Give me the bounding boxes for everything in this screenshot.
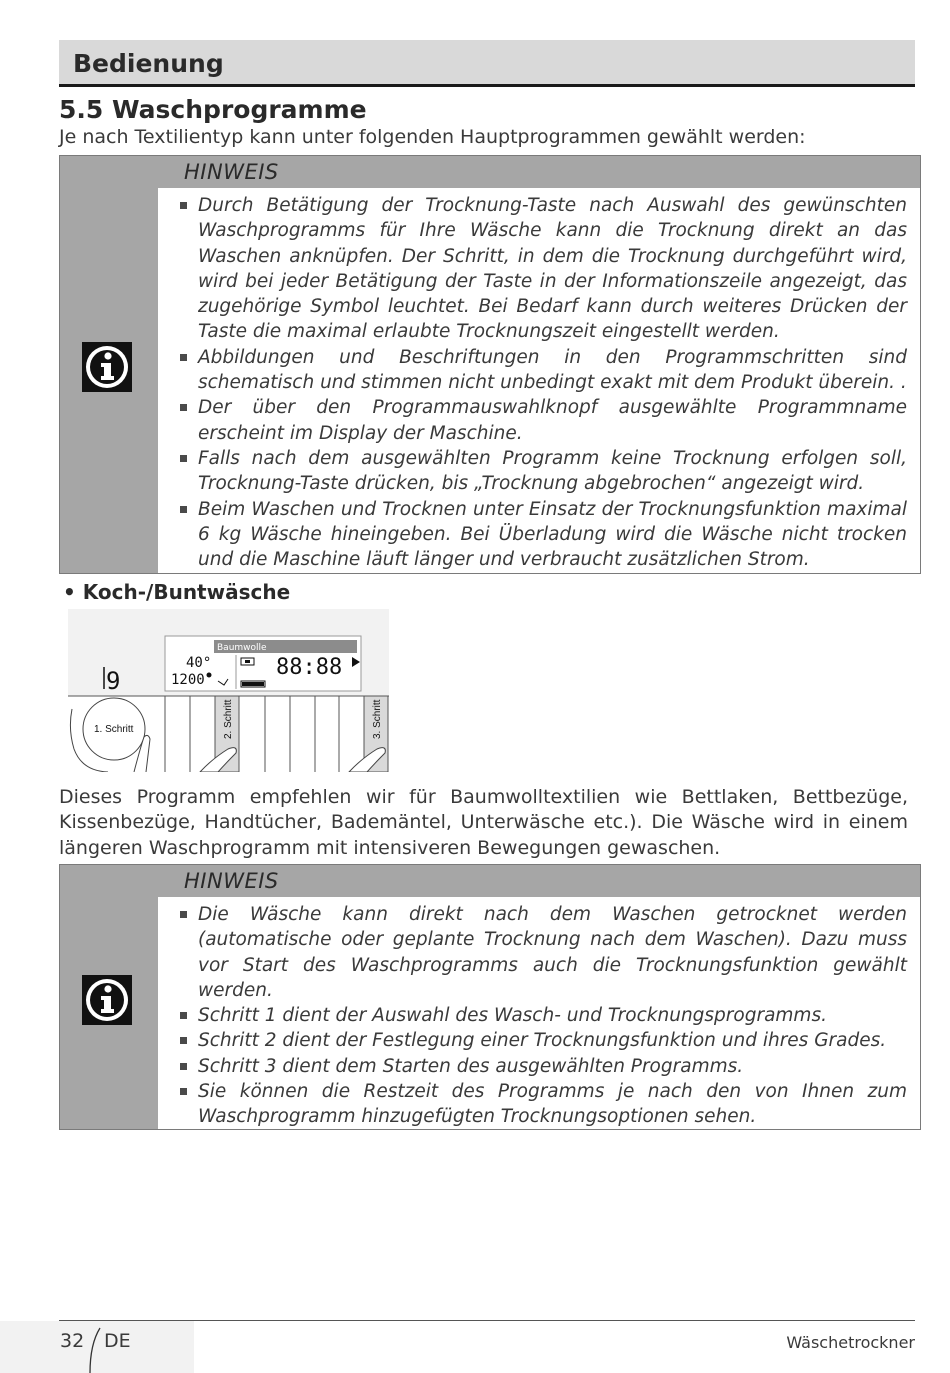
program-name: Baumwolle — [217, 643, 267, 653]
list-item: Abbildungen und Beschriftungen in den Programmschritten sind schematisch und stimmen nicht unbedingt exakt mit dem Produkt überein. . — [178, 345, 907, 396]
list-item: Schritt 2 dient der Festlegung einer Trocknungsfunktion und ihres Grades. — [178, 1028, 907, 1053]
step3-label: 3. Schritt — [372, 699, 383, 739]
footer-divider — [59, 1320, 915, 1321]
list-item: Durch Betätigung der Trocknung-Taste nach Auswahl des gewünschten Waschprogramms für Ihre Wäsche kann die Trocknung direkt an das Waschen anknüpfen. Der Schritt, in dem die Trocknung durchgeführt wird, wird bei jeder Betätigung der Taste in der Informationszeile angezeigt, das zugehörige Symbol leuchtet. Bei Bedarf kann durch weiteres Drücken der Taste die maximal erlaubte Trocknungszeit eingestellt werden. — [178, 193, 907, 345]
language-code: DE — [104, 1330, 131, 1352]
temperature-readout: 40° — [186, 655, 212, 671]
section-title: 5.5 Waschprogramme — [59, 95, 367, 124]
step2-label: 2. Schritt — [223, 699, 234, 739]
time-readout: 88:88 — [276, 655, 343, 680]
program-description: Dieses Programm empfehlen wir für Baumwolltextilien wie Bettlaken, Bettbezüge, Kissenbezüge, Handtücher, Bademäntel, Unterwäsche etc.). Die Wäsche wird in einem längeren Waschprogramm mit intensiveren Bewegungen gewaschen. — [59, 786, 908, 859]
footer-slash — [86, 1326, 106, 1373]
note-box-2 — [59, 864, 921, 1130]
note-list — [178, 193, 907, 572]
note-heading: HINWEIS — [184, 160, 279, 184]
list-item: Schritt 3 dient dem Starten des ausgewählten Programms. — [178, 1054, 907, 1079]
note-header — [158, 156, 920, 188]
chapter-title: Bedienung — [73, 49, 224, 78]
spin-readout: 1200 — [171, 672, 205, 688]
control-panel-illustration — [68, 609, 389, 772]
page-number: 32 — [60, 1330, 85, 1352]
list-item: Beim Waschen und Trocknen unter Einsatz der Trocknungsfunktion maximal 6 kg Wäsche hineingeben. Bei Überladung wird die Wäsche nicht trocken und die Maschine läuft länger und verbraucht zusätzlichen Strom. — [178, 497, 907, 573]
info-icon — [82, 342, 132, 392]
program-number: 9 — [106, 667, 121, 695]
program-heading: • Koch-/Buntwäsche — [63, 580, 291, 604]
list-item: Der über den Programmauswahlknopf ausgewählte Programmname erscheint im Display der Maschine. — [178, 395, 907, 446]
section-intro: Je nach Textilientyp kann unter folgenden Hauptprogrammen gewählt werden: — [59, 126, 806, 148]
list-item: Sie können die Restzeit des Programms je nach den von Ihnen zum Waschprogramm hinzugefügten Trocknungsoptionen sehen. — [178, 1079, 907, 1130]
list-item: Schritt 1 dient der Auswahl des Wasch- und Trocknungsprogramms. — [178, 1003, 907, 1028]
list-item: Falls nach dem ausgewählten Programm keine Trocknung erfolgen soll, Trocknung-Taste drücken, bis „Trocknung abgebrochen“ angezeigt wird. — [178, 446, 907, 497]
step1-label: 1. Schritt — [94, 724, 134, 735]
product-name: Wäschetrockner — [786, 1333, 915, 1352]
chapter-header — [59, 40, 915, 87]
note-box-1 — [59, 155, 921, 574]
note-header — [158, 865, 920, 897]
list-item: Die Wäsche kann direkt nach dem Waschen getrocknet werden (automatische oder geplante Trocknung nach dem Waschen). Dazu muss vor Start des Waschprogramms auch die Trocknungsfunktion gewählt werden. — [178, 902, 907, 1003]
info-icon — [82, 975, 132, 1025]
note-list — [178, 902, 907, 1130]
note-heading: HINWEIS — [184, 869, 279, 893]
